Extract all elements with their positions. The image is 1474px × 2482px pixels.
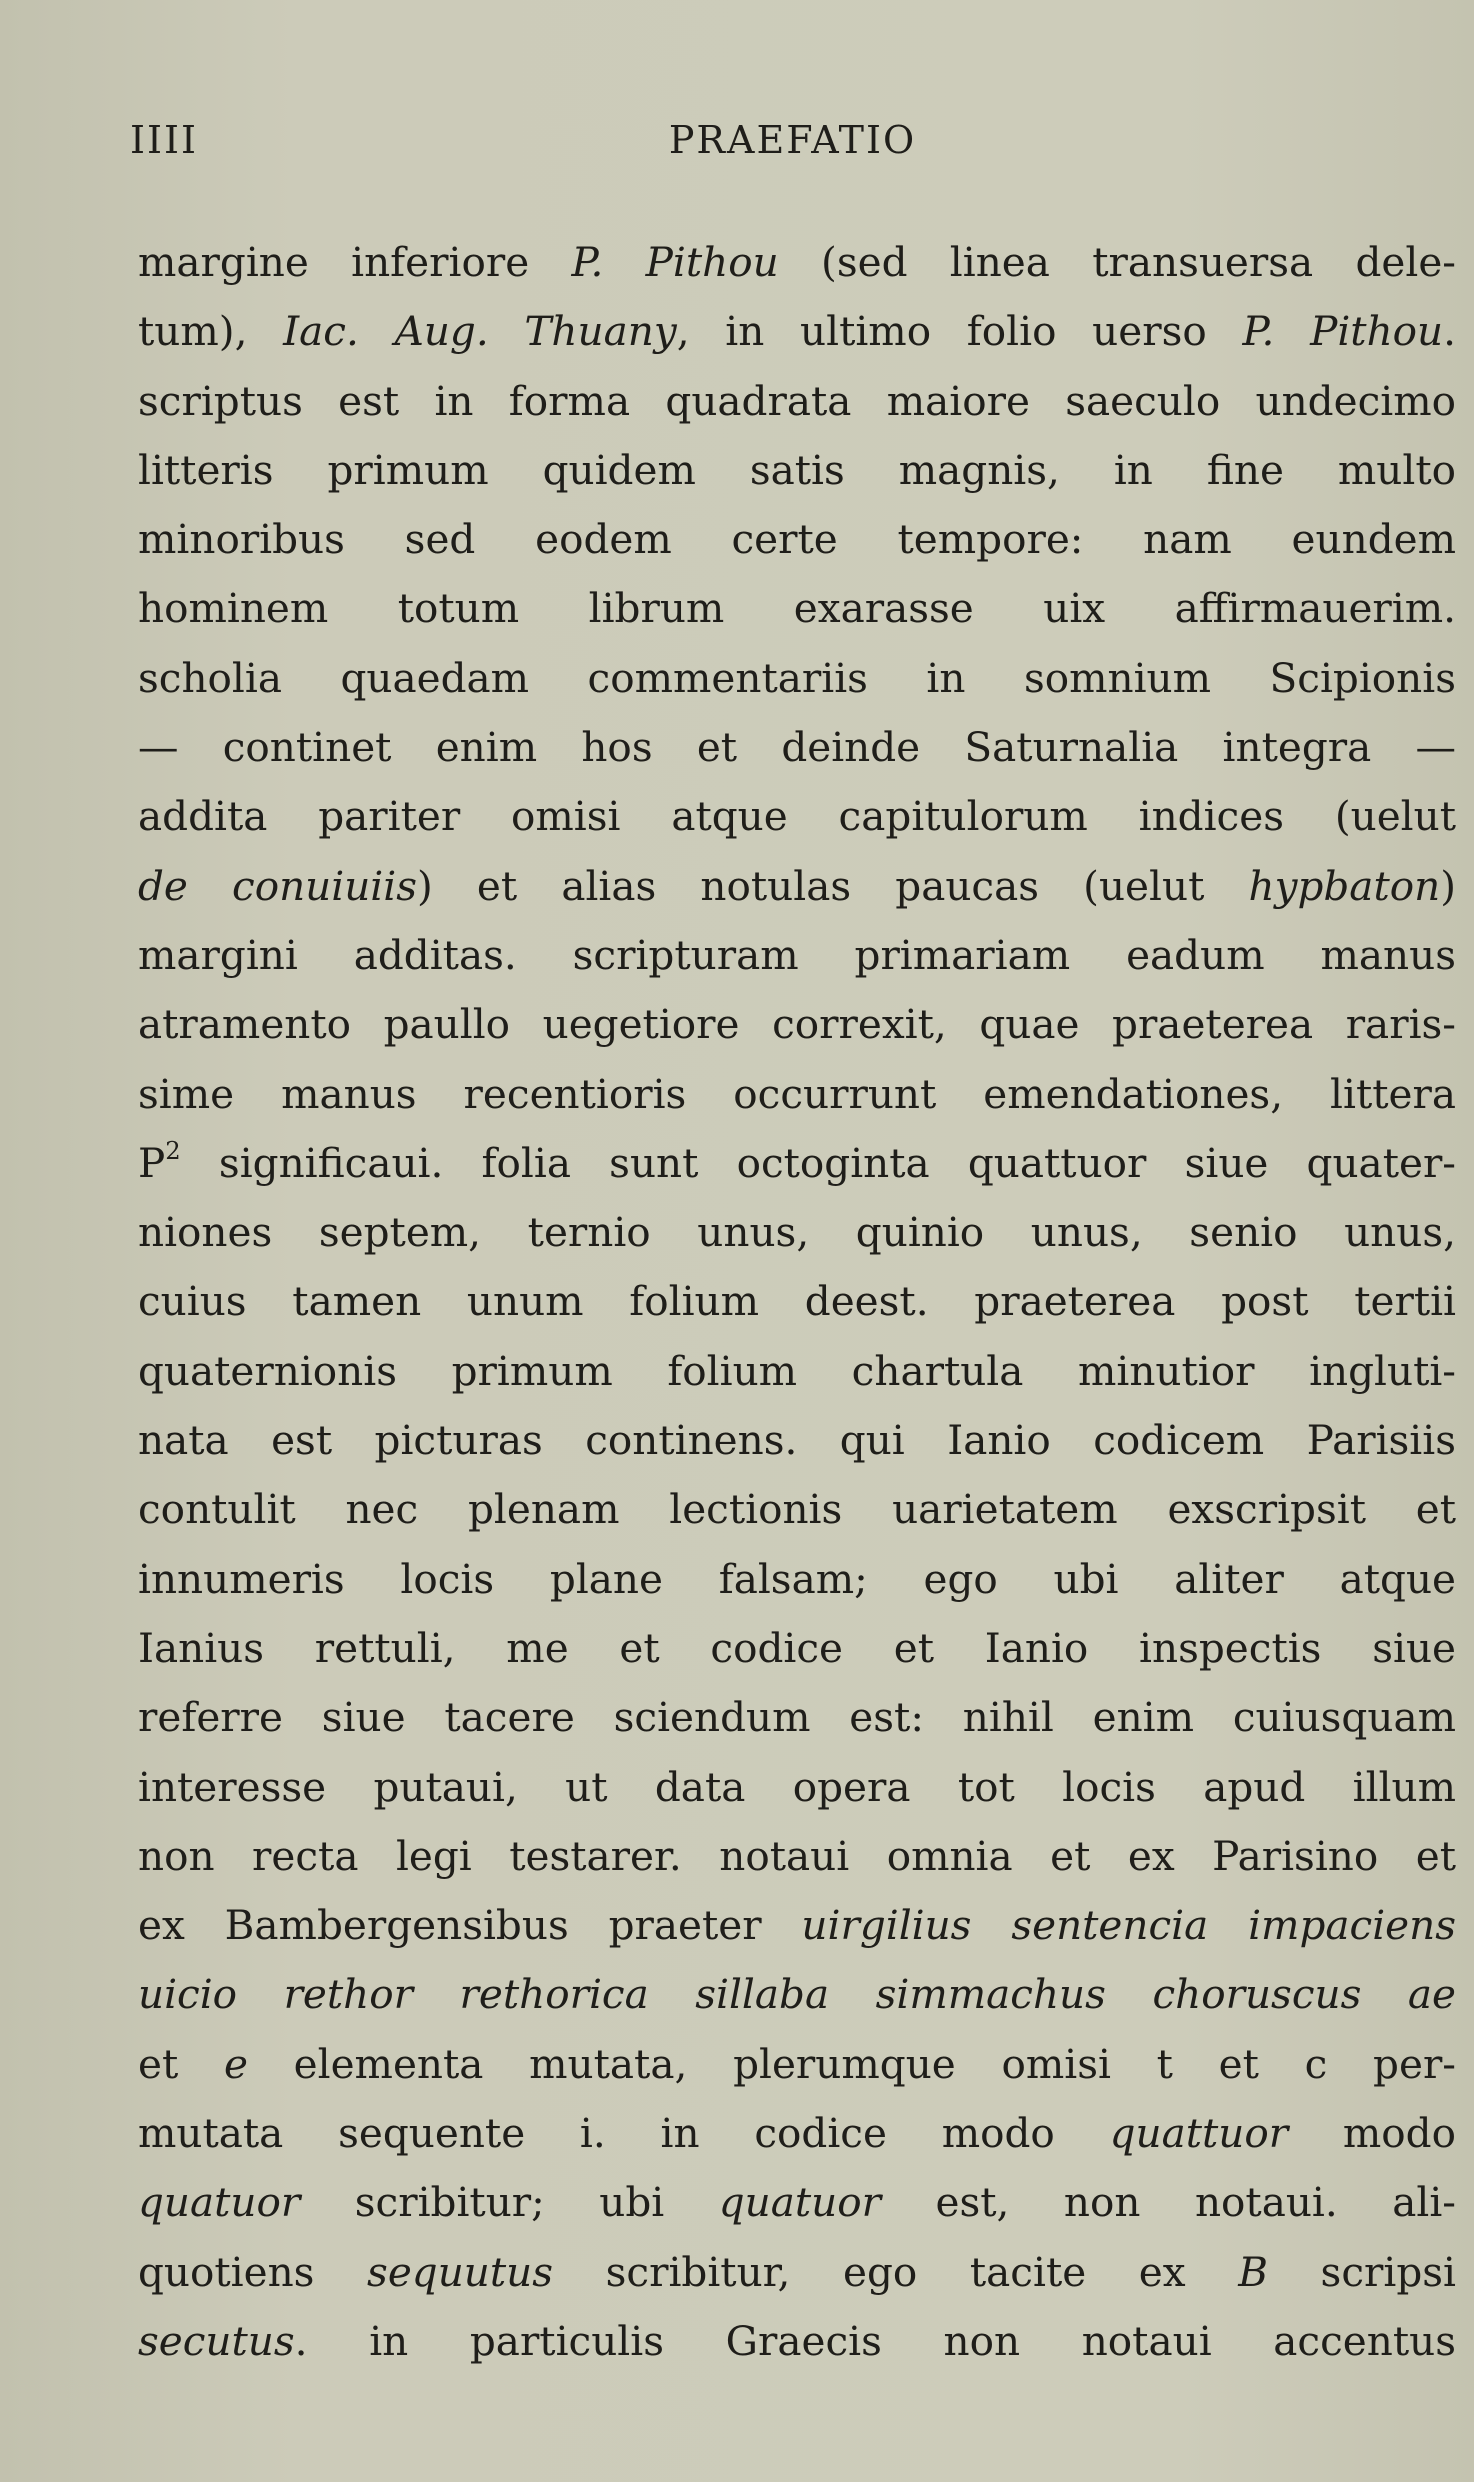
text-run: contulit nec plenam lectionis uarietatem exscripsit et <box>138 1485 1456 1534</box>
italic-text: uirgilius sentencia impaciens <box>801 1901 1456 1950</box>
text-run: — continet enim hos et deinde Saturnalia integra — <box>138 723 1456 772</box>
text-run: modo <box>1288 2109 1456 2158</box>
italic-text: uicio rethor rethorica sillaba simmachus choruscus ae <box>138 1970 1456 2019</box>
text-line <box>138 2030 1456 2099</box>
text-run: scriptus est in forma quadrata maiore saeculo undecimo <box>138 376 1456 425</box>
text-run: cuius tamen unum folium deest. praeterea post tertii <box>138 1277 1456 1326</box>
text-run: scribitur, ego tacite ex <box>553 2247 1239 2296</box>
italic-text: hypbaton <box>1248 861 1441 910</box>
running-title: PRAEFATIO <box>668 118 917 162</box>
text-line <box>138 2238 1456 2307</box>
text-line <box>138 1198 1456 1267</box>
text-run: tum), <box>138 307 284 356</box>
text-run: non recta legi testarer. notaui omnia et ex Parisino et <box>138 1831 1456 1880</box>
text-run: ) <box>1440 861 1456 910</box>
text-line <box>138 1337 1456 1406</box>
text-line <box>138 436 1456 505</box>
running-header <box>130 118 1455 168</box>
text-run: niones septem, ternio unus, quinio unus, senio unus, <box>138 1208 1456 1257</box>
text-run: atramento paullo uegetiore correxit, quae praeterea raris- <box>138 1000 1456 1049</box>
text-line <box>138 1614 1456 1683</box>
text-line <box>138 782 1456 851</box>
text-line <box>138 1822 1456 1891</box>
text-run: significaui. folia sunt octoginta quattuor siue quater- <box>180 1138 1456 1187</box>
text-line <box>138 852 1456 921</box>
text-line <box>138 1129 1456 1198</box>
text-run: mutata sequente i. in codice modo <box>138 2109 1110 2158</box>
text-run: . in particulis Graecis non notaui accentus <box>294 2316 1456 2365</box>
text-line <box>138 1060 1456 1129</box>
text-line <box>138 1753 1456 1822</box>
text-run: elementa mutata, plerumque omisi t et c per- <box>247 2039 1456 2088</box>
text-line <box>138 990 1456 1059</box>
text-run: , in ultimo folio uerso <box>676 307 1243 356</box>
text-line <box>138 1960 1456 2029</box>
text-run: margine inferiore <box>138 238 572 286</box>
italic-text: sequutus <box>367 2247 554 2296</box>
italic-text: secutus <box>138 2316 295 2365</box>
text-run: quaternionis primum folium chartula minutior ingluti- <box>138 1346 1456 1395</box>
text-line <box>138 2099 1456 2168</box>
text-line <box>138 1406 1456 1475</box>
text-run: scholia quaedam commentariis in somnium Scipionis <box>138 653 1456 702</box>
text-line <box>138 2168 1456 2237</box>
text-run: margini additas. scripturam primariam eadum manus <box>138 930 1456 979</box>
italic-text: quattuor <box>1109 2109 1289 2158</box>
text-run: est, non notaui. ali- <box>881 2178 1456 2227</box>
text-run: interesse putaui, ut data opera tot locis apud illum <box>138 1762 1456 1811</box>
italic-text: P. Pithou <box>571 238 779 286</box>
text-run: et <box>138 2039 224 2088</box>
text-run: scripsi <box>1267 2247 1456 2296</box>
page-number: IIII <box>130 118 199 162</box>
superscript: 2 <box>165 1135 181 1165</box>
text-run: referre siue tacere sciendum est: nihil enim cuiusquam <box>138 1693 1456 1742</box>
text-run: litteris primum quidem satis magnis, in fine multo <box>138 445 1456 494</box>
italic-text: P. Pithou <box>1242 307 1444 356</box>
text-run: nata est picturas continens. qui Ianio codicem Parisiis <box>138 1416 1456 1465</box>
text-line <box>138 228 1456 297</box>
text-line <box>138 2307 1456 2376</box>
text-run: hominem totum librum exarasse uix affirmauerim. <box>138 584 1456 633</box>
text-line <box>138 1545 1456 1614</box>
italic-text: quatuor <box>718 2178 882 2227</box>
text-run: scribitur; ubi <box>300 2178 719 2227</box>
italic-text: Iac. Aug. Thuany <box>283 307 677 356</box>
text-line <box>138 921 1456 990</box>
text-run: Ianius rettuli, me et codice et Ianio inspectis siue <box>138 1623 1456 1672</box>
text-run: ex Bambergensibus praeter <box>138 1901 802 1950</box>
italic-text: B <box>1238 2247 1268 2296</box>
text-line <box>138 1475 1456 1544</box>
text-run: addita pariter omisi atque capitulorum indices (uelut <box>138 792 1456 841</box>
text-line <box>138 505 1456 574</box>
text-line <box>138 713 1456 782</box>
text-line <box>138 1267 1456 1336</box>
italic-text: de conuiuiis <box>138 861 417 910</box>
text-run: P <box>138 1138 166 1187</box>
text-line <box>138 574 1456 643</box>
text-line <box>138 644 1456 713</box>
italic-text: quatuor <box>138 2178 301 2227</box>
text-run: ) et alias notulas paucas (uelut <box>417 861 1249 910</box>
text-line <box>138 367 1456 436</box>
italic-text: e <box>223 2039 248 2088</box>
body-text <box>138 228 1456 2376</box>
text-run: innumeris locis plane falsam; ego ubi aliter atque <box>138 1554 1456 1603</box>
text-line <box>138 1891 1456 1960</box>
text-run: (sed linea transuersa dele- <box>778 238 1456 286</box>
text-run: sime manus recentioris occurrunt emendationes, littera <box>138 1069 1456 1118</box>
text-line <box>138 297 1456 366</box>
text-run: . <box>1443 307 1457 356</box>
text-run: minoribus sed eodem certe tempore: nam eundem <box>138 515 1456 564</box>
text-run: quotiens <box>138 2247 368 2296</box>
text-line <box>138 1683 1456 1752</box>
